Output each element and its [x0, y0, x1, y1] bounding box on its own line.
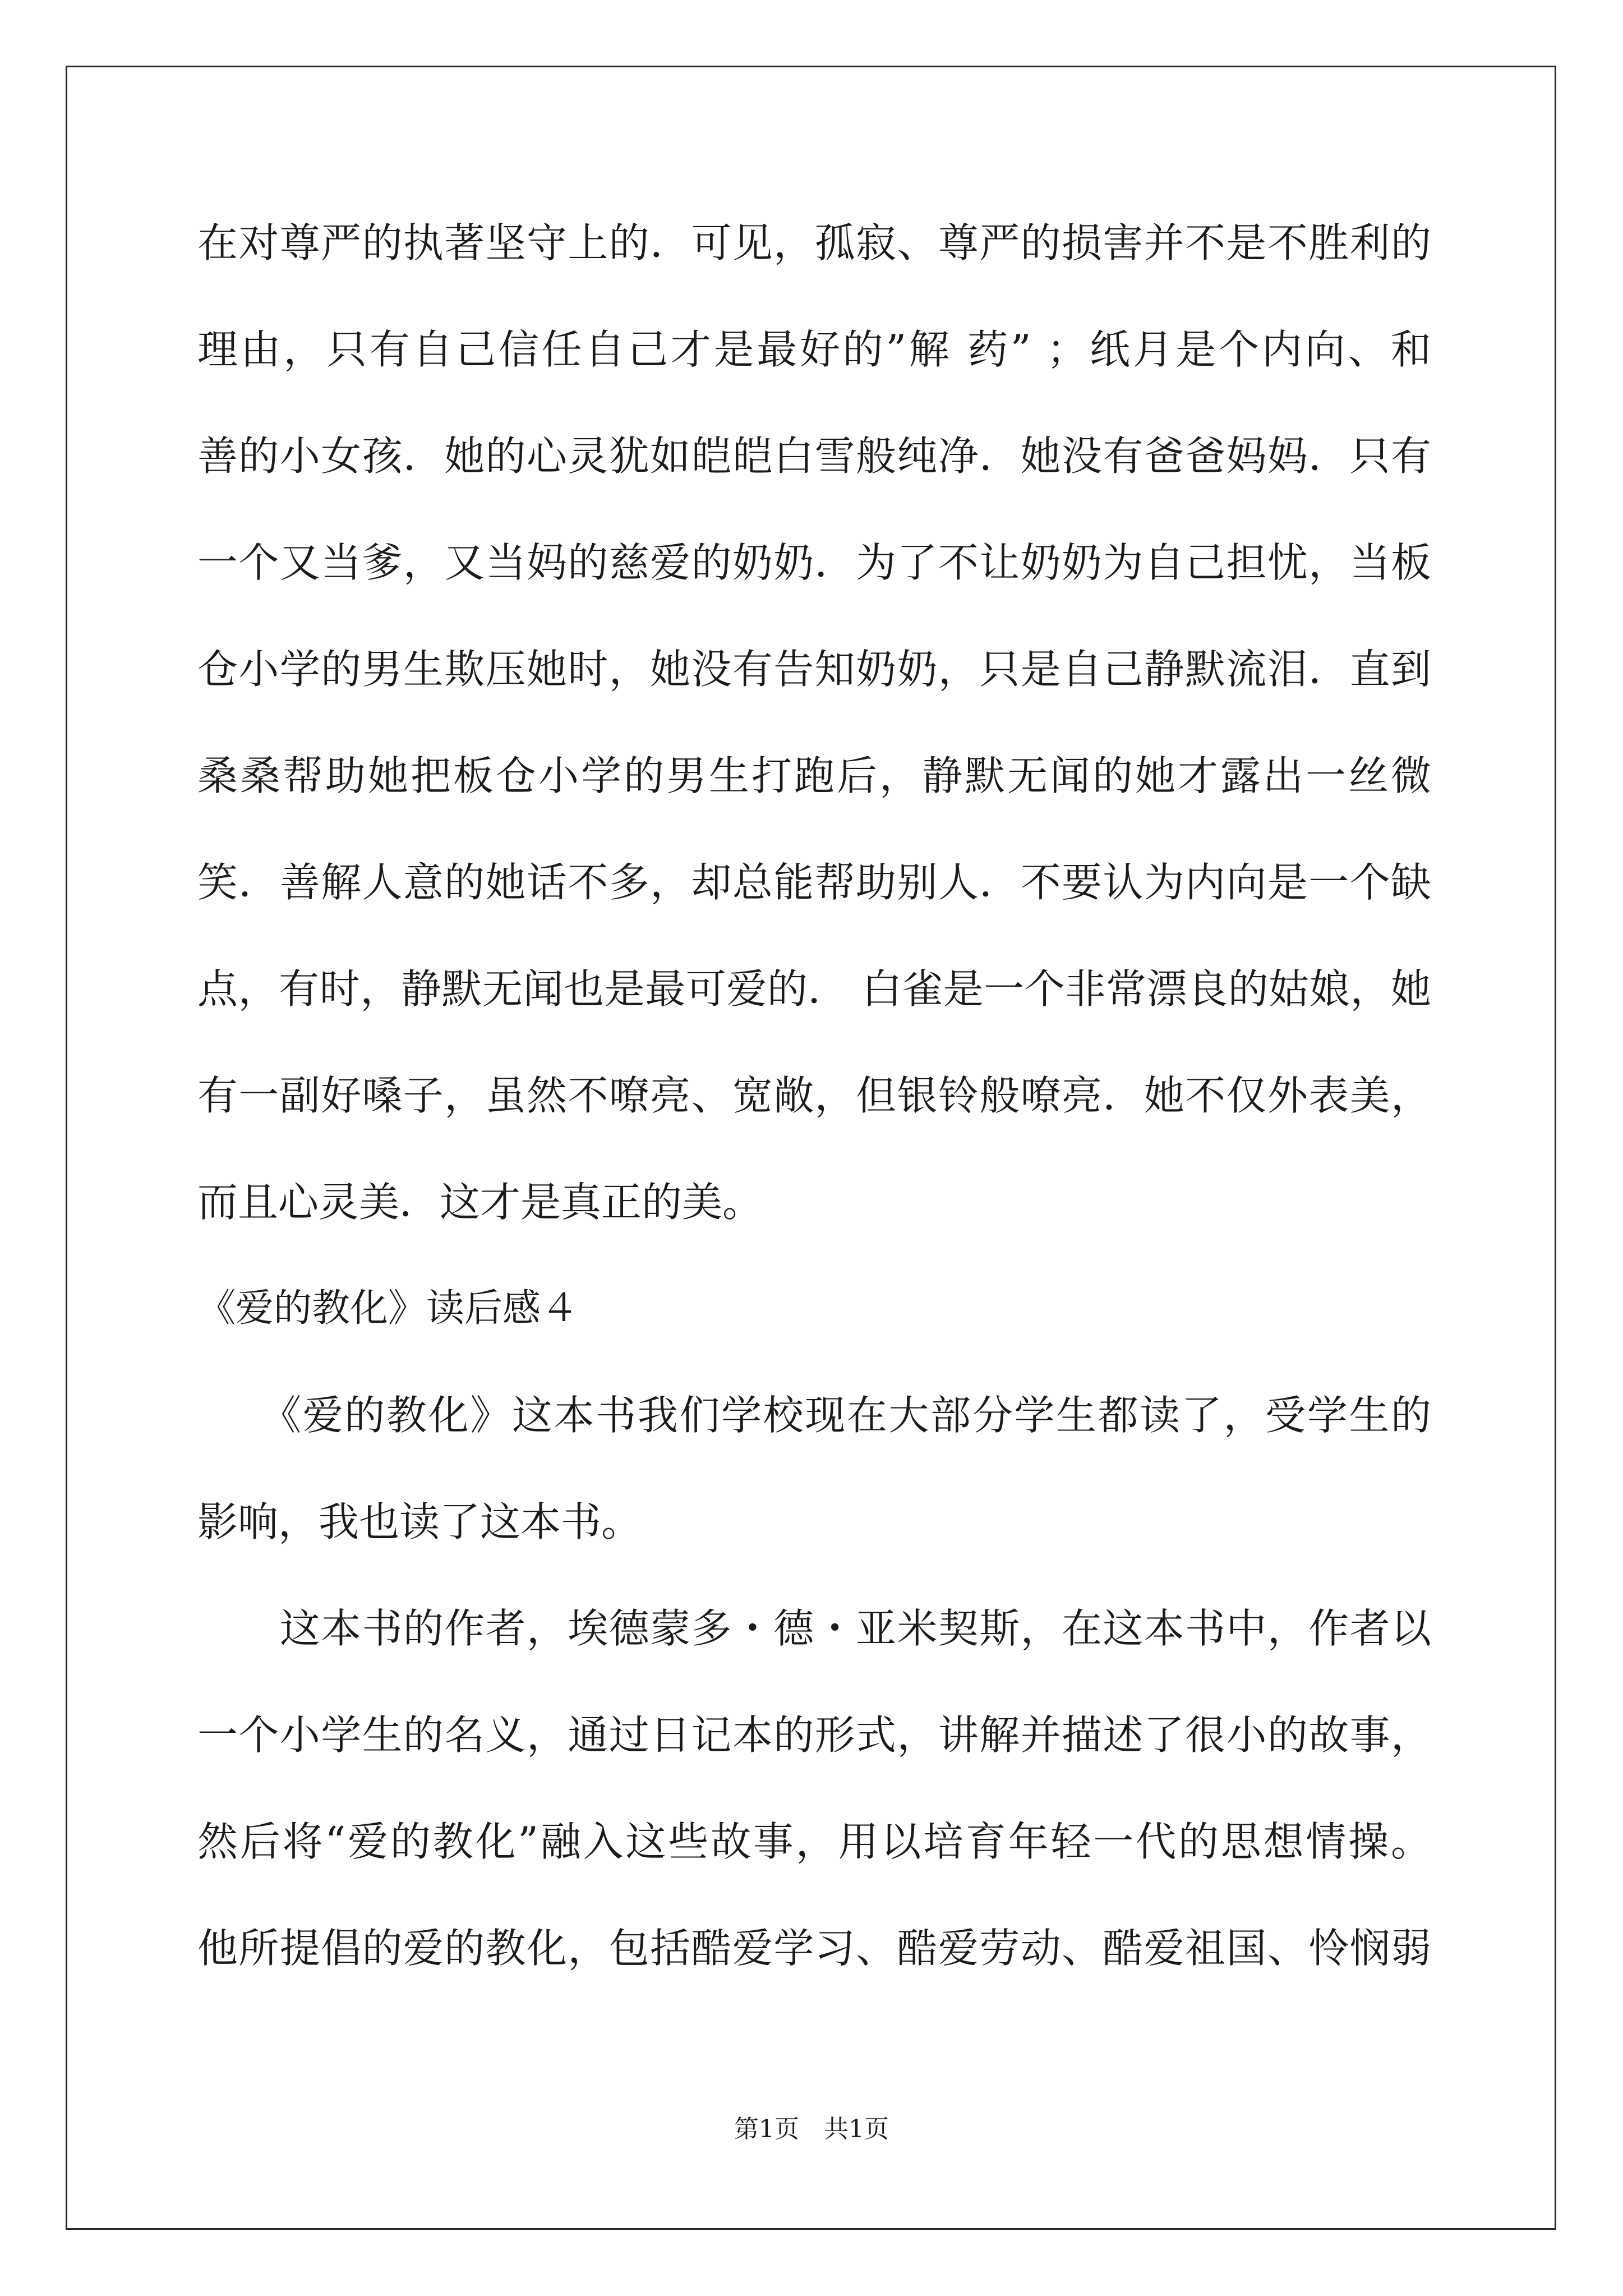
section-heading: 《爱的教化》读后感４	[197, 1286, 579, 1331]
body-line: 在对尊严的执著坚守上的．可见，孤寂、尊严的损害并不是不胜利的	[197, 219, 1431, 266]
paragraph-line: 这本书的作者，埃德蒙多・德・亚米契斯，在这本书中，作者以	[197, 1605, 1431, 1652]
page-footer: 第1页 共1页	[734, 2115, 889, 2143]
paragraph-line: 然后将“爱的教化”融入这些故事，用以培育年轻一代的思想情操。	[197, 1818, 1431, 1865]
body-line: 仓小学的男生欺压她时，她没有告知奶奶，只是自己静默流泪．直到	[197, 646, 1431, 693]
body-line: 一个又当爹，又当妈的慈爱的奶奶．为了不让奶奶为自己担忧，当板	[197, 539, 1431, 586]
body-line: 有一副好嗓子，虽然不嘹亮、宽敞，但银铃般嘹亮．她不仅外表美，	[197, 1072, 1431, 1119]
paragraph-line: 他所提倡的爱的教化，包括酷爱学习、酷爱劳动、酷爱祖国、怜悯弱	[197, 1925, 1431, 1972]
body-line: 而且心灵美．这才是真正的美。	[197, 1179, 763, 1226]
document-body	[197, 212, 1431, 2024]
paragraph-line: 《爱的教化》这本书我们学校现在大部分学生都读了，受学生的	[197, 1392, 1431, 1439]
body-line: 点，有时，静默无闻也是最可爱的． 白雀是一个非常漂良的姑娘，她	[197, 965, 1431, 1013]
paragraph-line: 一个小学生的名义，通过日记本的形式，讲解并描述了很小的故事，	[197, 1711, 1431, 1759]
body-line: 善的小女孩．她的心灵犹如皑皑白雪般纯净．她没有爸爸妈妈．只有	[197, 432, 1431, 480]
body-line: 笑．善解人意的她话不多，却总能帮助别人．不要认为内向是一个缺	[197, 859, 1431, 906]
paragraph-line: 影响，我也读了这本书。	[197, 1498, 642, 1545]
body-line: 桑桑帮助她把板仓小学的男生打跑后，静默无闻的她才露出一丝微	[197, 752, 1431, 799]
body-line: 理由，只有自己信任自己才是最好的”解 药” ；纸月是个内向、和	[197, 326, 1431, 373]
